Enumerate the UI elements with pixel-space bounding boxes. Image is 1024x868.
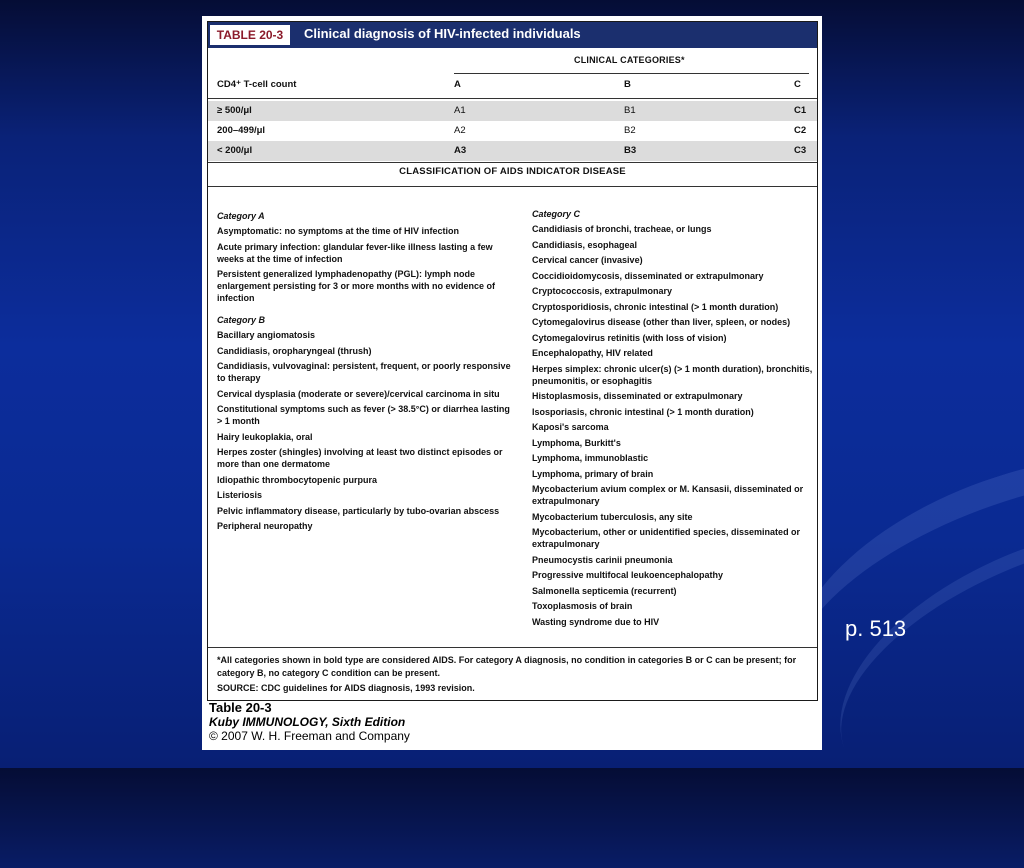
table-cell: C3 (794, 145, 807, 156)
list-item: Bacillary angiomatosis (217, 330, 316, 340)
category-b-list (217, 329, 517, 532)
list-item: Hairy leukoplakia, oral (217, 431, 313, 442)
table-title-bar (208, 22, 817, 48)
column-header-b: B (624, 79, 631, 90)
list-item: Cryptococcosis, extrapulmonary (532, 286, 673, 296)
category-a-b-column (217, 210, 517, 536)
list-item: Asymptomatic: no symptoms at the time of HIV infection (217, 226, 460, 236)
category-a-title: Category A (217, 211, 265, 221)
table-cell: A2 (454, 125, 466, 136)
table-cell: B3 (624, 145, 637, 156)
list-item: Acute primary infection: glandular fever-like illness lasting a few weeks at the time of infection (217, 241, 493, 264)
list-item: Isosporiasis, chronic intestinal (> 1 month duration) (532, 406, 754, 417)
list-item: Wasting syndrome due to HIV (532, 616, 660, 627)
caption-book-title: Kuby IMMUNOLOGY, Sixth Edition (209, 715, 406, 729)
list-item: Herpes zoster (shingles) involving at least two distinct episodes or more than one dermatome (217, 447, 503, 469)
list-item: Cervical cancer (invasive) (532, 255, 643, 265)
section-heading: CLASSIFICATION OF AIDS INDICATOR DISEASE (399, 166, 626, 177)
table-footnote (217, 654, 807, 695)
table-row (208, 141, 817, 161)
table-row (208, 101, 817, 121)
table-cell: C2 (794, 125, 807, 136)
column-header-cd4: CD4⁺ T-cell count (217, 79, 297, 90)
column-header-a: A (454, 79, 461, 90)
list-item: Pneumocystis carinii pneumonia (532, 554, 673, 565)
list-item: Candidiasis, esophageal (532, 239, 638, 250)
table-row (208, 121, 817, 141)
table-cell: A3 (454, 145, 467, 156)
table-cell: ≥ 500/μl (217, 105, 252, 116)
list-item: Cervical dysplasia (moderate or severe)/cervical carcinoma in situ (217, 388, 500, 399)
list-item: Mycobacterium, other or unidentified species, disseminated or extrapulmonary (532, 527, 801, 549)
figure-caption (209, 700, 410, 743)
divider (454, 73, 809, 74)
list-item: Mycobacterium tuberculosis, any site (532, 511, 693, 522)
list-item: Constitutional symptoms such as fever (> 38.5°C) or diarrhea lasting > 1 month (217, 404, 510, 426)
clinical-categories-heading: CLINICAL CATEGORIES* (574, 55, 685, 65)
category-a-list (217, 225, 517, 304)
list-item: Idiopathic thrombocytopenic purpura (217, 474, 378, 485)
divider (208, 98, 817, 99)
list-item: Persistent generalized lymphadenopathy (PGL): lymph node enlargement persisting for 3 or more months with no evidence of infection (217, 269, 496, 303)
table-cell: A1 (454, 105, 466, 116)
list-item: Listeriosis (217, 490, 263, 500)
page-reference: p. 513 (845, 616, 907, 641)
caption-table-label: Table 20-3 (209, 700, 272, 715)
list-item: Herpes simplex: chronic ulcer(s) (> 1 month duration), bronchitis, pneumonitis, or esophagitis (532, 363, 813, 386)
divider (208, 162, 817, 163)
list-item: Salmonella septicemia (recurrent) (532, 585, 677, 596)
divider (208, 186, 817, 187)
list-item: Candidiasis, vulvovaginal: persistent, frequent, or poorly responsive to therapy (217, 361, 511, 383)
list-item: Mycobacterium avium complex or M. Kansasii, disseminated or extrapulmonary (532, 484, 804, 506)
list-item: Cytomegalovirus disease (other than liver, spleen, or nodes) (532, 317, 791, 327)
list-item: Pelvic inflammatory disease, particularly by tubo-ovarian abscess (217, 505, 500, 516)
list-item: Progressive multifocal leukoencephalopathy (532, 570, 724, 580)
list-item: Histoplasmosis, disseminated or extrapulmonary (532, 391, 743, 401)
column-header-c: C (794, 79, 801, 90)
category-b-title: Category B (217, 315, 266, 325)
list-item: Encephalopathy, HIV related (532, 348, 653, 358)
list-item: Coccidioidomycosis, disseminated or extrapulmonary (532, 270, 764, 281)
list-item: Candidiasis, oropharyngeal (thrush) (217, 345, 372, 356)
list-item: Cytomegalovirus retinitis (with loss of vision) (532, 332, 727, 343)
slide-image (202, 16, 822, 750)
list-item: Kaposi's sarcoma (532, 422, 609, 432)
table-cell: B1 (624, 105, 636, 116)
list-item: Lymphoma, immunoblastic (532, 453, 649, 463)
caption-copyright: © 2007 W. H. Freeman and Company (209, 729, 410, 743)
footnote-text: *All categories shown in bold type are considered AIDS. For category A diagnosis, no condition in categories B or C can be present; for category B, no category C condition can be present. (217, 655, 797, 678)
category-c-title: Category C (532, 209, 581, 219)
list-item: Toxoplasmosis of brain (532, 601, 633, 611)
list-item: Cryptosporidiosis, chronic intestinal (> 1 month duration) (532, 301, 779, 312)
table-number: TABLE 20-3 (210, 25, 290, 45)
hiv-classification-table (207, 21, 818, 701)
list-item: Peripheral neuropathy (217, 521, 313, 531)
source-text: SOURCE: CDC guidelines for AIDS diagnosis, 1993 revision. (217, 683, 475, 693)
table-cell: < 200/μl (217, 145, 253, 156)
divider (208, 647, 817, 648)
category-c-column (532, 208, 817, 631)
list-item: Lymphoma, Burkitt's (532, 437, 621, 448)
list-item: Candidiasis of bronchi, tracheae, or lungs (532, 224, 712, 234)
table-cell: 200–499/μl (217, 125, 266, 136)
list-item: Lymphoma, primary of brain (532, 468, 654, 479)
table-cell: C1 (794, 105, 807, 116)
category-c-list (532, 223, 817, 628)
table-cell: B2 (624, 125, 636, 136)
table-title: Clinical diagnosis of HIV-infected individuals (304, 26, 581, 41)
